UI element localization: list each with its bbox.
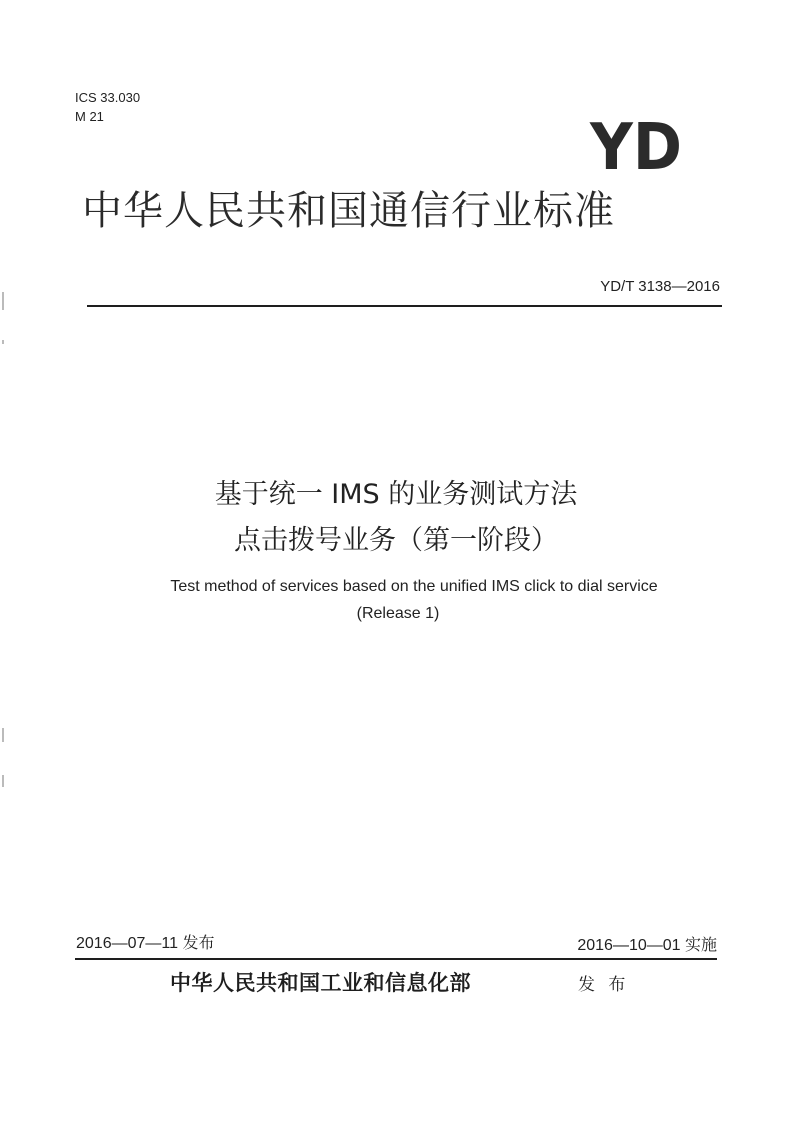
publish-label: 发 布 [578, 975, 626, 995]
footer-divider [75, 958, 717, 960]
classification-code: M 21 [75, 109, 104, 124]
scan-edge-mark [2, 728, 4, 742]
organization-title: 中华人民共和国通信行业标准 [82, 188, 615, 234]
standard-number: YD/T 3138—2016 [600, 278, 720, 295]
english-title-line-2: (Release 1) [356, 605, 440, 622]
scan-edge-mark [2, 292, 4, 310]
english-title-line-1: Test method of services based on the unified IMS click to dial service [170, 578, 658, 595]
header-divider [87, 305, 722, 307]
issuing-authority: 中华人民共和国工业和信息化部 [170, 970, 471, 995]
implementation-date: 2016—10—01 实施 [577, 937, 717, 954]
scan-edge-mark [2, 775, 4, 787]
yd-logo-text: YD [589, 115, 682, 173]
chinese-title-line-1: 基于统一 IMS 的业务测试方法 [214, 479, 578, 510]
issue-date: 2016—07—11 发布 [76, 935, 215, 952]
ics-code: ICS 33.030 [75, 90, 141, 105]
scan-edge-mark [2, 340, 4, 344]
chinese-title-line-2: 点击拨号业务（第一阶段） [234, 525, 558, 556]
yd-logo [588, 115, 684, 173]
